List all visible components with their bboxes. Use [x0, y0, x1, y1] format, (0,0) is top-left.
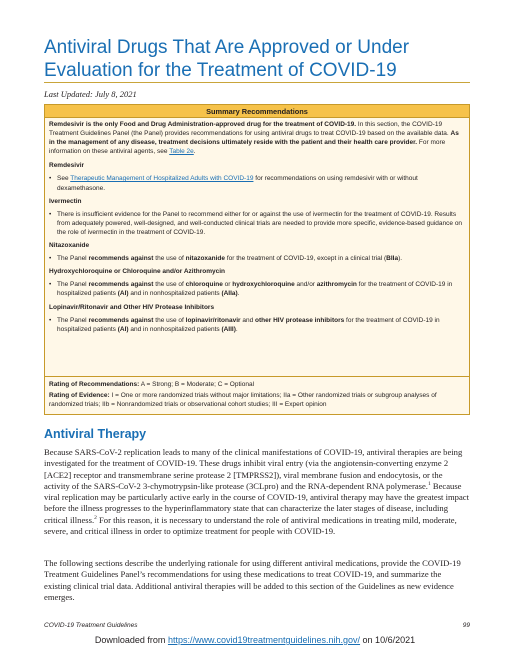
nitazoxanide-bullet: [49, 254, 465, 263]
intro-bold-2: As in the management of any disease, treatment decisions ultimately reside with the patient and their health care provider.: [49, 130, 459, 147]
remdesivir-text-1: See: [57, 175, 71, 183]
table-2e-link[interactable]: Table 2e: [169, 148, 194, 156]
hcq-bullet: [49, 280, 465, 298]
lopinavir-bold-1: recommends against: [88, 316, 154, 324]
bullet-icon: •: [49, 281, 52, 289]
hcq-bold-3: hydroxychloroquine: [232, 281, 295, 289]
hcq-bold-2: chloroquine: [185, 281, 223, 289]
lopinavir-text-6: .: [235, 325, 238, 333]
para1-text-1: Because SARS-CoV-2 replication leads to many of the clinical manifestations of COVID-19, antiviral therapies are being investigated for the treatment of COVID-19. These drugs inhibit viral entry (via the angiotensin-converting enzyme 2 [ACE2] receptor and transmembrane serine protease 2 [TMPRSS2]), viral membrane fusion and endocytosis, or the activity of the SARS-CoV-2 3-chymotrypsin-like protease (3CLpro) and the RNA-dependent RNA polymerase.: [44, 447, 463, 491]
nitazoxanide-text-3: for the treatment of COVID-19, except in a clinical trial (: [225, 255, 387, 263]
hcq-text-6: and in nonhospitalized patients: [128, 290, 222, 298]
rating-of-recommendations: [49, 380, 465, 389]
body-paragraph-2: The following sections describe the underlying rationale for using different antiviral medications, provide the COVID-19 Treatment Guidelines Panel’s recommendations for using these medications to treat COVID-19, and summarize the existing clinical trial data. Additional antiviral therapies will be added to this section of the Guidelines as new evidence emerges.: [44, 558, 461, 602]
remdesivir-heading: Remdesivir: [49, 162, 85, 170]
hcq-text-2: the use of: [153, 281, 186, 289]
page-title: Antiviral Drugs That Are Approved or Under Evaluation for the Treatment of COVID-19: [44, 37, 410, 81]
lopinavir-text-5: and in nonhospitalized patients: [128, 325, 222, 333]
lopinavir-text-1: The Panel: [57, 316, 89, 324]
title-divider: [44, 82, 470, 83]
download-source-link[interactable]: https://www.covid19treatmentguidelines.nih.gov/: [167, 635, 361, 645]
ratings-legend: [45, 376, 469, 414]
intro-text-1: In this section, the COVID-19 Treatment Guidelines Panel (the Panel) provides recommendations for using antiviral drugs to treat COVID-19 based on the available data.: [49, 121, 451, 138]
hcq-text-7: .: [237, 290, 240, 298]
remdesivir-bullet: [49, 174, 465, 192]
ivermectin-heading: Ivermectin: [49, 197, 82, 205]
hcq-text-3: or: [222, 281, 233, 289]
lopinavir-heading: Lopinavir/Ritonavir and Other HIV Protease Inhibitors: [49, 303, 215, 311]
bullet-icon: •: [49, 210, 52, 218]
hcq-heading: Hydroxychloroquine or Chloroquine and/or Azithromycin: [49, 268, 225, 276]
remdesivir-text-2: for recommendations on using remdesivir with or without dexamethasone.: [57, 175, 418, 192]
rating-rec-text: A = Strong; B = Moderate; C = Optional: [139, 381, 255, 388]
lopinavir-bullet: [49, 316, 465, 334]
nitazoxanide-heading: Nitazoxanide: [49, 242, 90, 250]
para1-text-2: Because viral replication may be particularly active early in the course of COVID-19, antiviral therapy may have the greatest impact before the illness progresses to the hyperinflammatory state that can characterize the later stages of disease, including critical illness.: [44, 480, 469, 525]
download-suffix: on 10/6/2021: [360, 635, 416, 645]
para1-text-3: For this reason, it is necessary to understand the role of antiviral medications in treating mild, moderate, severe, and critical illness in order to optimize treatment for people with COVID-19.: [44, 514, 457, 537]
nitazoxanide-text-1: The Panel: [57, 255, 89, 263]
section-heading: Antiviral Therapy: [44, 427, 147, 441]
hcq-rating-1: (AI): [117, 290, 129, 298]
lopinavir-bold-3: other HIV protease inhibitors: [255, 316, 345, 324]
therapeutic-management-link[interactable]: Therapeutic Management of Hospitalized Adults with COVID-19: [70, 175, 254, 183]
bullet-icon: •: [49, 316, 52, 324]
hcq-text-4: and/or: [294, 281, 317, 289]
lopinavir-rating-2: (AIII): [221, 325, 236, 333]
body-paragraph-1: [44, 447, 470, 537]
rating-ev-label: Rating of Evidence:: [49, 392, 110, 400]
ivermectin-bullet: [49, 210, 465, 237]
hcq-bold-1: recommends against: [88, 281, 154, 289]
intro-text-3: .: [193, 148, 196, 156]
download-notice: [0, 635, 510, 645]
lopinavir-rating-1: (AI): [117, 325, 129, 333]
lopinavir-text-2: the use of: [153, 316, 186, 324]
hcq-text-5: for the treatment of COVID-19 in hospitalized patients: [57, 281, 453, 298]
rating-of-evidence: [49, 391, 465, 409]
nitazoxanide-text-2: the use of: [153, 255, 186, 263]
intro-bold-1: Remdesivir is the only Food and Drug Administration-approved drug for the treatment of COVID-19.: [49, 121, 357, 128]
rating-ev-text: I = One or more randomized trials without major limitations; IIa = Other randomized trials or subgroup analyses of randomized trials; IIb = Nonrandomized trials or observational cohort studies; III = Expert opinion: [49, 392, 437, 409]
intro-text-2: For more information on these antiviral agents, see: [49, 139, 446, 156]
summary-recommendations-box: [44, 104, 470, 415]
lopinavir-text-3: and: [240, 316, 256, 324]
hcq-text-1: The Panel: [57, 281, 89, 289]
nitazoxanide-rating: BIIa: [386, 255, 399, 263]
nitazoxanide-bold-2: nitazoxanide: [185, 255, 226, 263]
hcq-rating-2: (AIIa): [221, 290, 238, 298]
page-number: 99: [462, 622, 470, 629]
reference-1[interactable]: 1: [427, 481, 431, 488]
summary-recommendations-header: Summary Recommendations: [45, 105, 469, 118]
bullet-icon: •: [49, 255, 52, 263]
ivermectin-text: There is insufficient evidence for the Panel to recommend either for or against the use of ivermectin for the treatment of COVID-19. Results from adequately powered, well-designed, and well-conducted clinical trials are needed to provide more specific, evidence-based guidance on the role of ivermectin in the treatment of COVID-19.: [57, 210, 463, 236]
rating-rec-label: Rating of Recommendations:: [49, 381, 140, 388]
footer-guidelines-name: COVID-19 Treatment Guidelines: [44, 622, 138, 629]
nitazoxanide-bold-1: recommends against: [88, 255, 154, 263]
intro-paragraph: [49, 120, 465, 156]
download-prefix: Downloaded from: [94, 635, 168, 645]
summary-recommendations-body: [45, 118, 469, 334]
last-updated-date: Last Updated: July 8, 2021: [44, 89, 137, 99]
reference-2[interactable]: 2: [94, 514, 97, 521]
lopinavir-bold-2: lopinavir/ritonavir: [185, 316, 241, 324]
lopinavir-text-4: for the treatment of COVID-19 in hospitalized patients: [57, 316, 440, 333]
nitazoxanide-text-4: ).: [398, 255, 403, 263]
bullet-icon: •: [49, 175, 52, 183]
hcq-bold-4: azithromycin: [316, 281, 357, 289]
